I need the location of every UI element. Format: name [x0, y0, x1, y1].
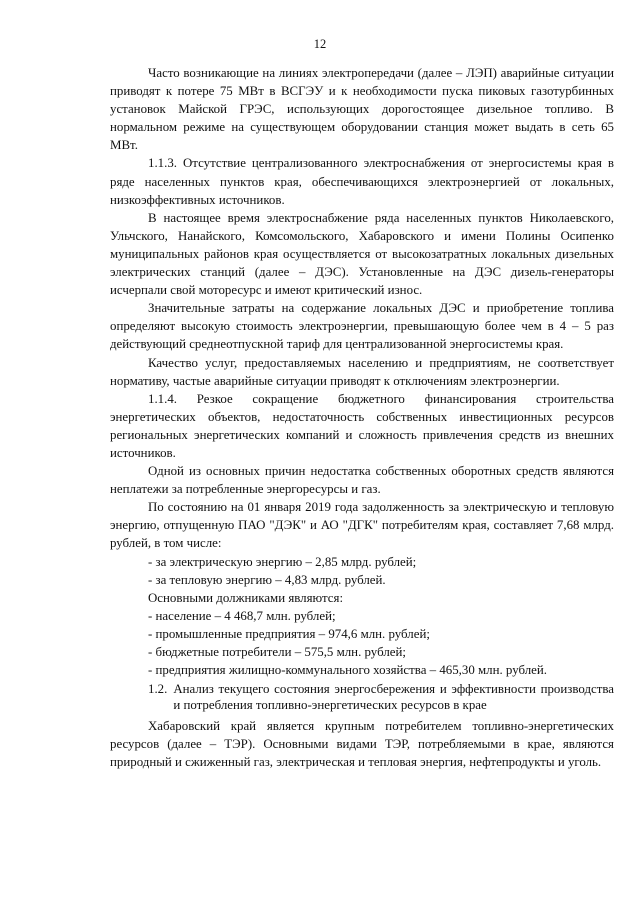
paragraph-costs: Значительные затраты на содержание локальных ДЭС и приобретение топлива определяют высокую стоимость электроэнергии, превышающую более чем в 4 – 5 раз действующий среднеотпускной тариф для централизованной энергосистемы края.: [110, 301, 614, 352]
paragraph-emergency-situations: Часто возникающие на линиях электропередачи (далее – ЛЭП) аварийные ситуации приводят к потере 75 МВт в ВСГЭУ и к необходимости пуска пиковых газотурбинных установок Майской ГРЭС, использующих дорогостоящее дизельное топливо. В нормальном режиме на существующем оборудовании станция может выдать в сеть 65 МВт.: [110, 66, 614, 153]
paragraph-1-1-3: 1.1.3. Отсутствие централизованного электроснабжения от энергосистемы края в ряде населенных пунктов края, обеспечивающихся электроэнергией от локальных, низкоэффективных источников.: [110, 156, 614, 207]
section-heading: [110, 682, 614, 713]
list-item: - население – 4 468,7 млн. рублей;: [148, 608, 336, 623]
list-item: - бюджетные потребители – 575,5 млн. рублей;: [148, 645, 406, 659]
section-heading-number: 1.2.: [148, 682, 168, 697]
paragraph-service-quality: Качество услуг, предоставляемых населению и предприятиям, не соответствует нормативу, частые аварийные ситуации приводят к отключениям электроэнергии.: [110, 355, 614, 388]
paragraph-local-des: В настоящее время электроснабжение ряда населенных пунктов Николаевского, Ульчского, Нанайского, Комсомольского, Хабаровского и имени Полины Осипенко муниципальных районов края осуществляется от высокозатратных локальных дизельных электрических станций (далее – ДЭС). Установленные на ДЭС дизель-генераторы исчерпали свой моторесурс и имеют критический износ.: [110, 210, 614, 298]
list-item: - промышленные предприятия – 974,6 млн. рублей;: [148, 626, 430, 641]
paragraph-1-1-4: 1.1.4. Резкое сокращение бюджетного финансирования строительства энергетических объектов, недостаточность собственных инвестиционных ресурсов региональных энергетических компаний и сложность привлечения средств из внешних источников.: [110, 391, 614, 460]
list-item: - предприятия жилищно-коммунального хозяйства – 465,30 млн. рублей.: [148, 663, 547, 678]
list-item: - за тепловую энергию – 4,83 млрд. рублей.: [148, 572, 386, 587]
page-number: 12: [313, 37, 327, 51]
paragraph-khabarovsk-ter: Хабаровский край является крупным потребителем топливно-энергетических ресурсов (далее – ТЭР). Основными видами ТЭР, потребляемыми в крае, являются природный и сжиженный газ, электрическая и тепловая энергия, нефтепродукты и уголь.: [110, 719, 614, 770]
list-item: - за электрическую энергию – 2,85 млрд. рублей;: [148, 554, 417, 569]
section-heading-text: Анализ текущего состояния энергосбережения и эффективности производства и потребления топливно-энергетических ресурсов в крае: [173, 682, 614, 712]
document-body: [110, 64, 614, 771]
paragraph-debt-status: По состоянию на 01 января 2019 года задолженность за электрическую и тепловую энергию, отпущенную ПАО "ДЭК" и АО "ДГК" потребителям края, составляет 7,68 млрд. рублей, в том числе:: [110, 500, 614, 551]
debtors-intro: Основными должниками являются:: [148, 590, 344, 605]
paragraph-non-payments: Одной из основных причин недостатка собственных оборотных средств являются неплатежи за потребленные энергоресурсы и газ.: [110, 464, 614, 497]
